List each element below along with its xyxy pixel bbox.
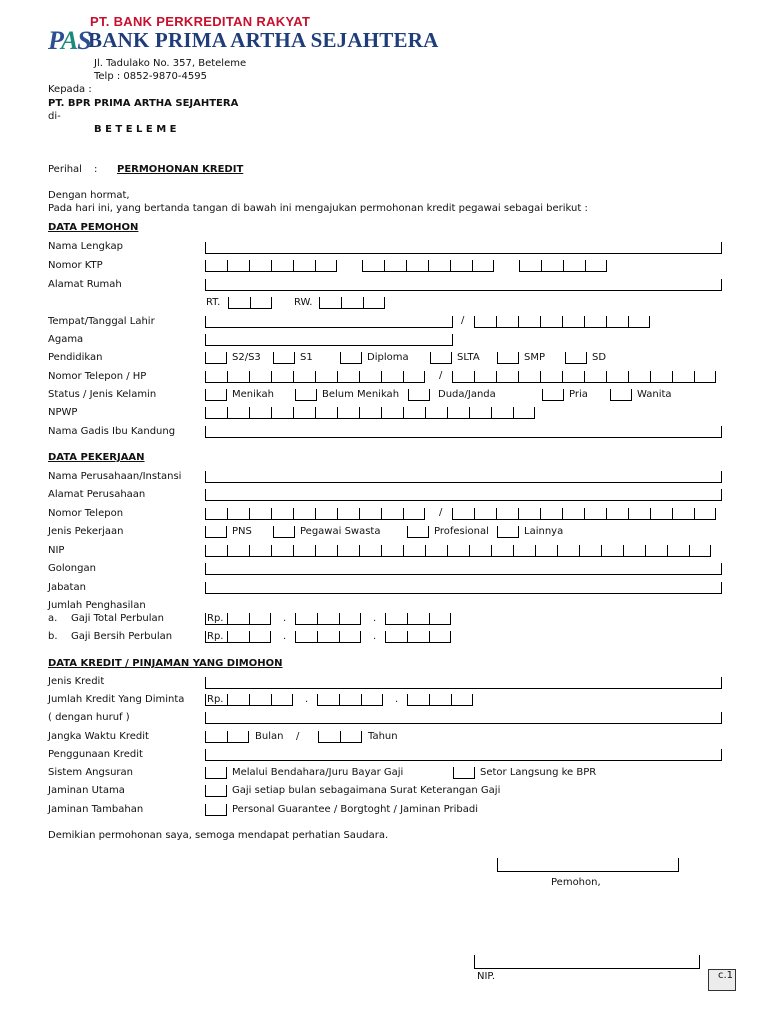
gaji-bersih-dot-2: . bbox=[373, 631, 377, 642]
field-gaji-total-2[interactable] bbox=[295, 613, 361, 625]
checkbox-jaminan-tambahan[interactable] bbox=[205, 804, 227, 816]
jangka-separator: / bbox=[296, 731, 300, 742]
bank-phone: Telp : 0852-9870-4595 bbox=[94, 71, 207, 82]
label-ibu-kandung: Nama Gadis Ibu Kandung bbox=[48, 426, 176, 437]
field-tanggal-lahir[interactable] bbox=[474, 316, 650, 328]
label-pemohon: Pemohon, bbox=[551, 877, 601, 888]
field-jumlah-kredit-2[interactable] bbox=[317, 694, 383, 706]
option-jaminan-tambahan: Personal Guarantee / Borgtoght / Jaminan Pribadi bbox=[232, 804, 478, 815]
intro-text: Pada hari ini, yang bertanda tangan di bawah ini mengajukan permohonan kredit pegawai sebagai berikut : bbox=[48, 203, 588, 214]
option-belum-menikah: Belum Menikah bbox=[322, 389, 400, 400]
checkbox-pns[interactable] bbox=[205, 526, 227, 538]
label-agama: Agama bbox=[48, 334, 84, 345]
checkbox-setor-langsung[interactable] bbox=[453, 767, 475, 779]
gaji-total-dot-1: . bbox=[283, 613, 287, 624]
field-rt[interactable] bbox=[228, 297, 272, 309]
recipient-di: di- bbox=[48, 111, 61, 122]
label-gaji-bersih-num: b. bbox=[48, 631, 58, 642]
field-tempat-lahir[interactable] bbox=[205, 316, 453, 328]
label-nip: NIP bbox=[48, 545, 65, 556]
label-status: Status / Jenis Kelamin bbox=[48, 389, 157, 400]
form-code: c.1 bbox=[708, 969, 736, 991]
option-pegawai-swasta: Pegawai Swasta bbox=[300, 526, 381, 537]
option-setor-langsung: Setor Langsung ke BPR bbox=[480, 767, 597, 778]
label-penghasilan: Jumlah Penghasilan bbox=[48, 600, 146, 611]
checkbox-smp[interactable] bbox=[497, 352, 519, 364]
field-nip-signature[interactable] bbox=[474, 955, 700, 969]
label-tahun: Tahun bbox=[368, 731, 398, 742]
gaji-total-currency: Rp. bbox=[205, 613, 227, 625]
checkbox-pegawai-swasta[interactable] bbox=[273, 526, 295, 538]
field-golongan[interactable] bbox=[205, 563, 722, 575]
field-alamat-rumah[interactable] bbox=[205, 279, 722, 291]
field-jangka-tahun[interactable] bbox=[318, 731, 362, 743]
field-telepon-kantor-number[interactable] bbox=[452, 508, 716, 520]
section-heading-pemohon: DATA PEMOHON bbox=[48, 222, 139, 233]
field-jenis-kredit[interactable] bbox=[205, 677, 722, 689]
field-penggunaan-kredit[interactable] bbox=[205, 749, 722, 761]
gaji-total-dot-2: . bbox=[373, 613, 377, 624]
option-slta: SLTA bbox=[457, 352, 480, 363]
field-gaji-bersih-3[interactable] bbox=[385, 631, 451, 643]
checkbox-profesional[interactable] bbox=[407, 526, 429, 538]
label-nama-lengkap: Nama Lengkap bbox=[48, 241, 123, 252]
checkbox-diploma[interactable] bbox=[340, 352, 362, 364]
field-gaji-bersih-2[interactable] bbox=[295, 631, 361, 643]
label-gaji-total: Gaji Total Perbulan bbox=[71, 613, 165, 624]
recipient-label: Kepada : bbox=[48, 84, 92, 95]
jumlah-kredit-currency: Rp. bbox=[205, 694, 227, 706]
bank-address: Jl. Tadulako No. 357, Beteleme bbox=[94, 58, 247, 69]
label-telepon-hp: Nomor Telepon / HP bbox=[48, 371, 147, 382]
label-jaminan-tambahan: Jaminan Tambahan bbox=[48, 804, 144, 815]
label-perusahaan: Nama Perusahaan/Instansi bbox=[48, 471, 182, 482]
closing-text: Demikian permohonan saya, semoga mendapat perhatian Saudara. bbox=[48, 830, 389, 841]
checkbox-sd[interactable] bbox=[565, 352, 587, 364]
option-wanita: Wanita bbox=[637, 389, 672, 400]
label-nomor-ktp: Nomor KTP bbox=[48, 260, 103, 271]
field-jangka-bulan[interactable] bbox=[205, 731, 249, 743]
label-rt: RT. bbox=[206, 297, 221, 308]
option-pria: Pria bbox=[569, 389, 588, 400]
label-penggunaan-kredit: Penggunaan Kredit bbox=[48, 749, 143, 760]
bank-name: BANK PRIMA ARTHA SEJAHTERA bbox=[88, 28, 439, 52]
field-ktp-group-1[interactable] bbox=[205, 260, 337, 272]
field-npwp[interactable] bbox=[205, 407, 535, 419]
field-jumlah-kredit-3[interactable] bbox=[407, 694, 473, 706]
field-perusahaan[interactable] bbox=[205, 471, 722, 483]
field-gaji-bersih-1[interactable] bbox=[227, 631, 271, 643]
field-nama-lengkap[interactable] bbox=[205, 242, 722, 254]
subject-colon: : bbox=[94, 164, 98, 175]
option-lainnya: Lainnya bbox=[524, 526, 564, 537]
checkbox-s2s3[interactable] bbox=[205, 352, 227, 364]
label-bulan: Bulan bbox=[255, 731, 284, 742]
greeting: Dengan hormat, bbox=[48, 190, 130, 201]
label-nip-signature: NIP. bbox=[477, 971, 496, 982]
label-dengan-huruf: ( dengan huruf ) bbox=[48, 712, 130, 723]
option-jaminan-utama: Gaji setiap bulan sebagaimana Surat Keterangan Gaji bbox=[232, 785, 501, 796]
bank-logo: PAS bbox=[48, 26, 91, 55]
gaji-bersih-dot-1: . bbox=[283, 631, 287, 642]
gaji-bersih-currency: Rp. bbox=[205, 631, 227, 643]
checkbox-belum-menikah[interactable] bbox=[295, 389, 317, 401]
field-dengan-huruf[interactable] bbox=[205, 712, 722, 724]
checkbox-pria[interactable] bbox=[542, 389, 564, 401]
checkbox-s1[interactable] bbox=[273, 352, 295, 364]
option-profesional: Profesional bbox=[434, 526, 489, 537]
label-jabatan: Jabatan bbox=[48, 582, 86, 593]
label-jangka-waktu: Jangka Waktu Kredit bbox=[48, 731, 149, 742]
option-menikah: Menikah bbox=[232, 389, 274, 400]
field-jumlah-kredit-1[interactable] bbox=[227, 694, 293, 706]
checkbox-wanita[interactable] bbox=[610, 389, 632, 401]
recipient-place: B E T E L E M E bbox=[94, 124, 177, 135]
signature-field[interactable] bbox=[497, 858, 679, 872]
subject-value: PERMOHONAN KREDIT bbox=[117, 164, 244, 175]
field-rw[interactable] bbox=[319, 297, 385, 309]
subject-label: Perihal bbox=[48, 164, 82, 175]
label-jenis-pekerjaan: Jenis Pekerjaan bbox=[48, 526, 124, 537]
option-duda-janda: Duda/Janda bbox=[438, 389, 496, 400]
bank-legal-name: PT. BANK PERKREDITAN RAKYAT bbox=[90, 14, 311, 29]
label-tempat-tanggal-lahir: Tempat/Tanggal Lahir bbox=[48, 316, 155, 327]
jumlah-kredit-dot-1: . bbox=[305, 694, 309, 705]
option-sd: SD bbox=[592, 352, 607, 363]
field-ktp-group-3[interactable] bbox=[519, 260, 607, 272]
field-agama[interactable] bbox=[205, 334, 453, 346]
checkbox-melalui-bendahara[interactable] bbox=[205, 767, 227, 779]
option-melalui-bendahara: Melalui Bendahara/Juru Bayar Gaji bbox=[232, 767, 404, 778]
option-s2s3: S2/S3 bbox=[232, 352, 261, 363]
label-gaji-total-num: a. bbox=[48, 613, 58, 624]
phone-separator: / bbox=[439, 370, 443, 381]
checkbox-duda-janda[interactable] bbox=[408, 389, 430, 401]
option-pns: PNS bbox=[232, 526, 252, 537]
checkbox-lainnya[interactable] bbox=[497, 526, 519, 538]
recipient-name: PT. BPR PRIMA ARTHA SEJAHTERA bbox=[48, 98, 239, 109]
jumlah-kredit-dot-2: . bbox=[395, 694, 399, 705]
option-smp: SMP bbox=[524, 352, 546, 363]
label-jenis-kredit: Jenis Kredit bbox=[48, 676, 105, 687]
label-alamat-rumah: Alamat Rumah bbox=[48, 279, 122, 290]
label-telepon-kantor: Nomor Telepon bbox=[48, 508, 124, 519]
section-heading-pekerjaan: DATA PEKERJAAN bbox=[48, 452, 145, 463]
checkbox-slta[interactable] bbox=[430, 352, 452, 364]
label-gaji-bersih: Gaji Bersih Perbulan bbox=[71, 631, 173, 642]
field-ibu-kandung[interactable] bbox=[205, 426, 722, 438]
field-telepon-area[interactable] bbox=[205, 371, 425, 383]
field-gaji-total-1[interactable] bbox=[227, 613, 271, 625]
label-pendidikan: Pendidikan bbox=[48, 352, 103, 363]
checkbox-jaminan-utama[interactable] bbox=[205, 785, 227, 797]
label-sistem-angsuran: Sistem Angsuran bbox=[48, 767, 133, 778]
field-telepon-kantor-area[interactable] bbox=[205, 508, 425, 520]
field-jabatan[interactable] bbox=[205, 582, 722, 594]
office-phone-separator: / bbox=[439, 507, 443, 518]
field-ktp-group-2[interactable] bbox=[362, 260, 494, 272]
option-s1: S1 bbox=[300, 352, 313, 363]
label-jaminan-utama: Jaminan Utama bbox=[48, 785, 125, 796]
label-alamat-perusahaan: Alamat Perusahaan bbox=[48, 489, 146, 500]
label-golongan: Golongan bbox=[48, 563, 96, 574]
label-jumlah-kredit: Jumlah Kredit Yang Diminta bbox=[48, 694, 185, 705]
field-gaji-total-3[interactable] bbox=[385, 613, 451, 625]
field-alamat-perusahaan[interactable] bbox=[205, 489, 722, 501]
label-rw: RW. bbox=[294, 297, 313, 308]
section-heading-kredit: DATA KREDIT / PINJAMAN YANG DIMOHON bbox=[48, 658, 283, 669]
option-diploma: Diploma bbox=[367, 352, 409, 363]
date-separator: / bbox=[461, 315, 465, 326]
field-nip[interactable] bbox=[205, 545, 711, 557]
field-telepon-number[interactable] bbox=[452, 371, 716, 383]
checkbox-menikah[interactable] bbox=[205, 389, 227, 401]
label-npwp: NPWP bbox=[48, 407, 78, 418]
